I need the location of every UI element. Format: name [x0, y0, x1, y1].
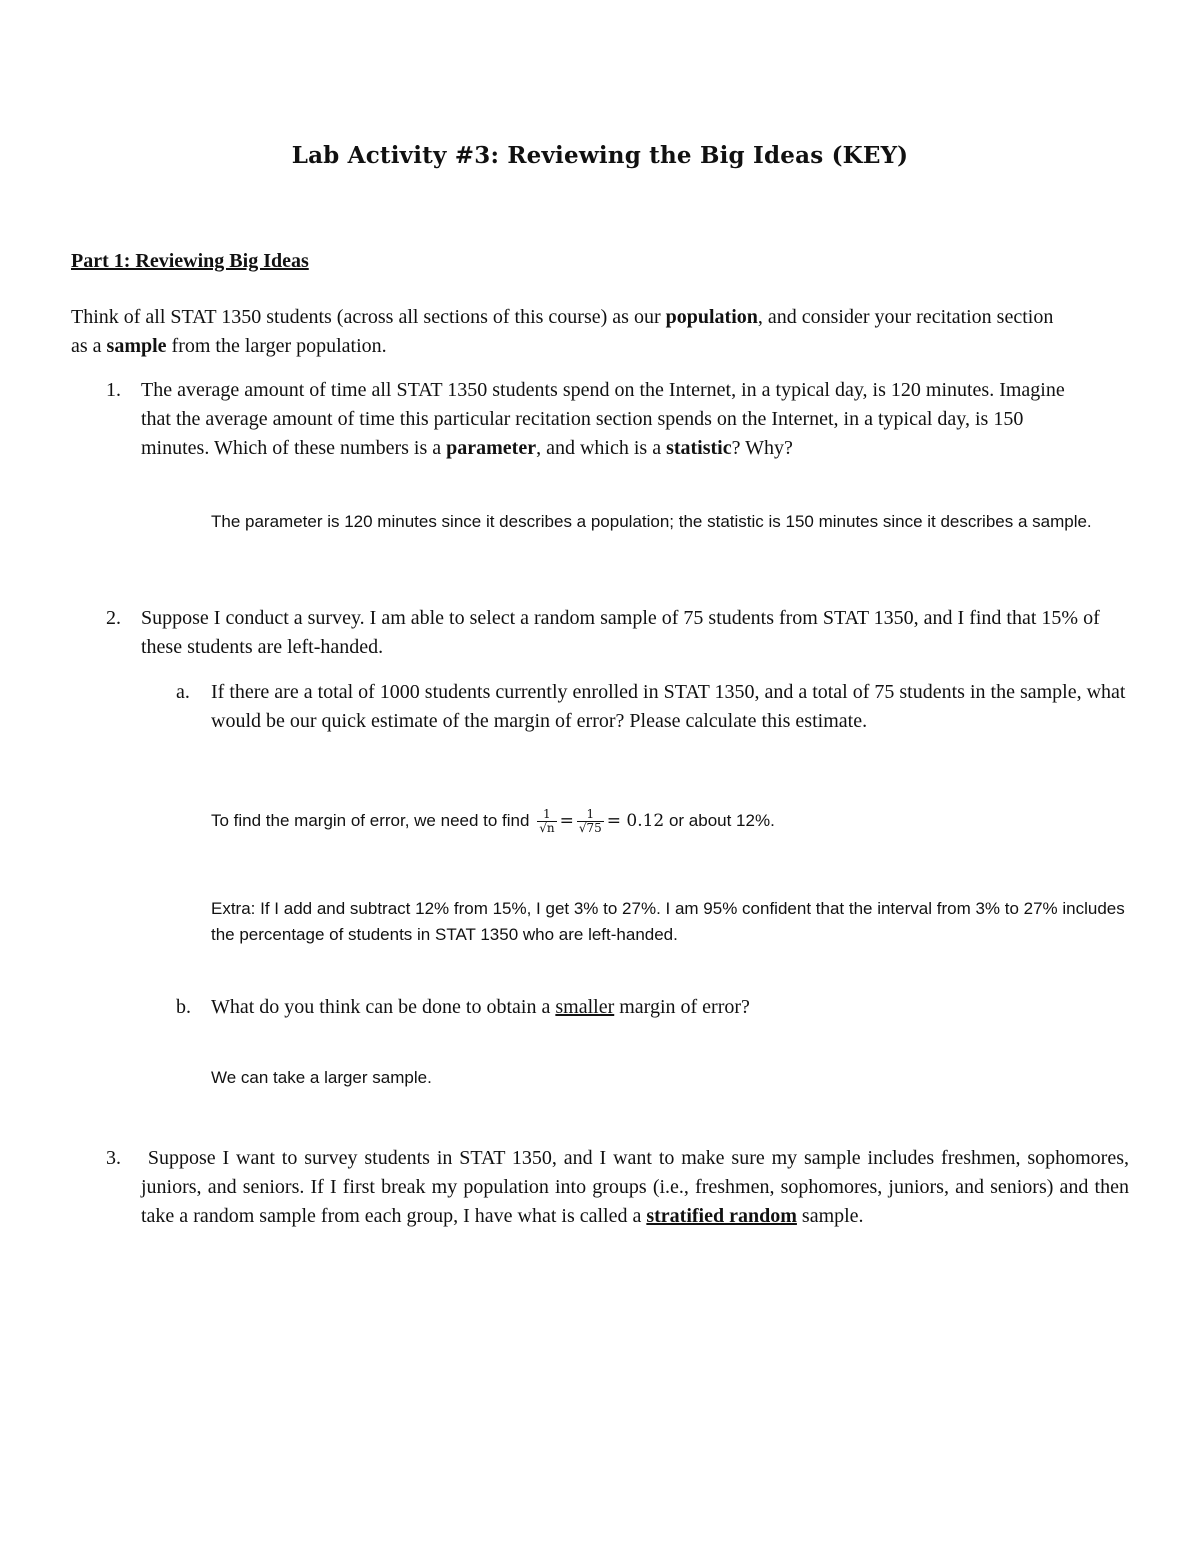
statistic-term: statistic — [666, 437, 732, 459]
q3-question — [141, 1144, 1129, 1231]
intro-text-2: , and consider your recitation section as a — [71, 306, 1054, 357]
q3-number: 3. — [106, 1147, 121, 1169]
intro-text-1: Think of all STAT 1350 students (across all sections of this course) as our — [71, 306, 666, 328]
frac2-denominator: √75 — [578, 821, 602, 836]
fraction-one-over-root-75 — [577, 808, 604, 835]
q3-text-1: Suppose I want to survey students in STAT 1350, and I want to make sure my sample includes freshmen, sophomores, juniors, and seniors. If I first break my population into groups (i.e., freshmen, sophomores, juniors, and seniors) and then take a random sample from each group, I have what is called a — [141, 1147, 1130, 1227]
frac1-numerator: 1 — [537, 808, 556, 822]
q2b-answer: We can take a larger sample. — [211, 1068, 432, 1087]
q1-text-2: , and which is a — [536, 437, 667, 459]
q2a-question: If there are a total of 1000 students currently enrolled in STAT 1350, and a total of 75 students in the sample, what would be our quick estimate of the margin of error? Please calculate this estimate. — [211, 681, 1126, 732]
fraction-one-over-root-n — [537, 808, 556, 835]
q3-text-2: sample. — [796, 1205, 864, 1227]
q2b-label: b. — [176, 996, 191, 1018]
sample-term: sample — [106, 335, 167, 357]
q1-number: 1. — [106, 379, 121, 401]
smaller-term: smaller — [555, 996, 615, 1018]
q1-text-1: The average amount of time all STAT 1350 students spend on the Internet, in a typical day, is 120 minutes. Imagine that the average amount of time this particular recitation section spends on the Internet, in a typical day, is 150 minutes. Which of these numbers is a — [141, 379, 1065, 459]
frac1-denominator: √n — [539, 821, 555, 836]
q2a-extra: Extra: If I add and subtract 12% from 15%, I get 3% to 27%. I am 95% confident that the interval from 3% to 27% includes the percentage of students in STAT 1350 who are left-handed. — [211, 899, 1125, 944]
q2-question: Suppose I conduct a survey. I am able to select a random sample of 75 students from STAT 1350, and I find that 15% of these students are left-handed. — [141, 607, 1100, 658]
population-term: population — [665, 306, 758, 328]
parameter-term: parameter — [446, 437, 537, 459]
q2b-text-1: What do you think can be done to obtain a — [211, 996, 556, 1018]
q2a-answer-prefix: To find the margin of error, we need to find — [211, 811, 535, 830]
part1-heading: Part 1: Reviewing Big Ideas — [71, 250, 309, 272]
frac2-numerator: 1 — [577, 808, 604, 822]
page-title: Lab Activity #3: Reviewing the Big Ideas (KEY) — [291, 142, 909, 169]
q1-question — [141, 376, 1076, 463]
q2a-label: a. — [176, 681, 190, 703]
stratified-random-term: stratified random — [646, 1205, 797, 1227]
q2b-question — [211, 993, 1136, 1022]
equals-sign: = — [559, 811, 574, 831]
q1-text-3: ? Why? — [731, 437, 793, 459]
moe-result: = 0.12 — [606, 811, 665, 831]
q1-answer: The parameter is 120 minutes since it describes a population; the statistic is 150 minutes since it describes a sample. — [211, 512, 1092, 531]
q2b-text-2: margin of error? — [614, 996, 750, 1018]
intro-text-3: from the larger population. — [166, 335, 387, 357]
q2-number: 2. — [106, 607, 121, 629]
q2a-answer-suffix: or about 12%. — [664, 811, 775, 830]
intro-paragraph — [71, 303, 1071, 361]
q2a-answer — [211, 808, 1136, 835]
